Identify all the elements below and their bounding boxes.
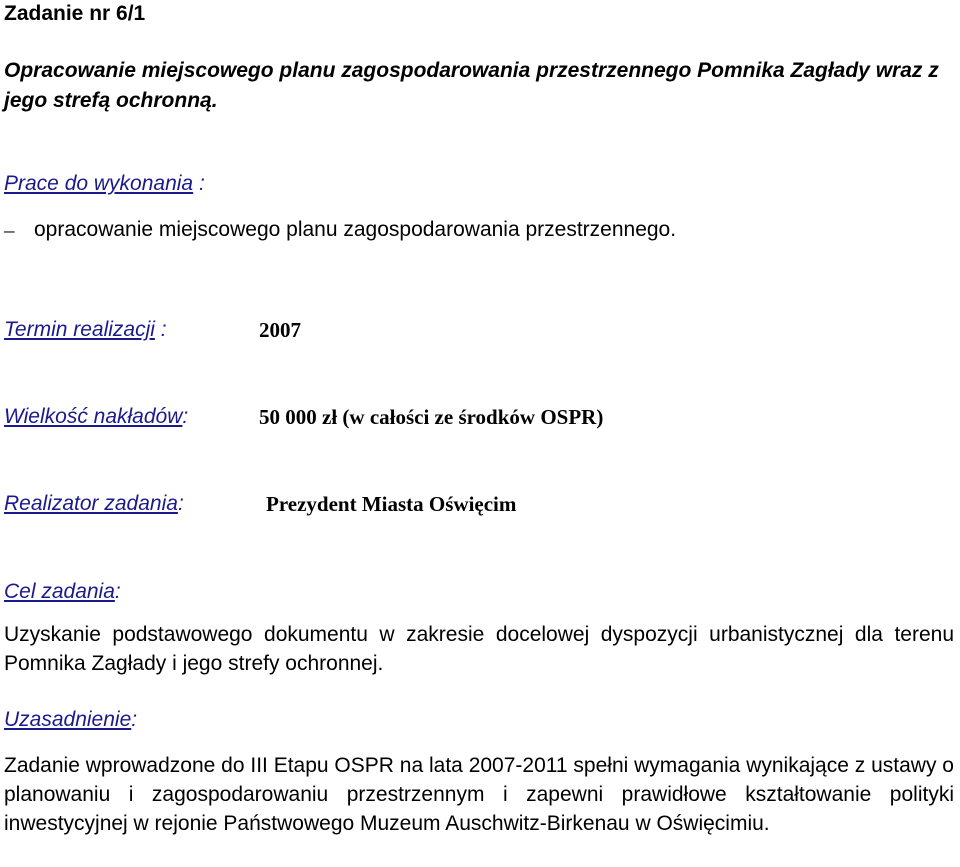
deadline-value: 2007: [259, 318, 301, 342]
justification-label: [4, 708, 137, 732]
deadline-label-colon: :: [154, 318, 167, 341]
goal-label-colon: :: [114, 580, 121, 603]
justification-label-colon: :: [131, 708, 138, 731]
justification-text: Zadanie wprowadzone do III Etapu OSPR na lata 2007-2011 spełni wymagania wynikające z ustawy o planowaniu i zagospodarowaniu przestrzennym i zapewni prawidłowe kształtowanie polityki inwestycyjnej w rejonie Państwowego Muzeum Auschwitz-Birkenau w Oświęcimiu.: [4, 754, 954, 835]
justification-label-text: Uzasadnienie: [4, 708, 132, 731]
work-label-text: Prace do wykonania: [4, 172, 194, 195]
deadline-label-text: Termin realizacji: [4, 318, 155, 341]
deadline-label: [4, 318, 167, 342]
work-item: opracowanie miejscowego planu zagospodarowania przestrzennego.: [34, 218, 677, 241]
executor-label: [4, 492, 184, 516]
work-label: [4, 172, 205, 196]
work-label-colon: :: [193, 172, 205, 195]
executor-label-colon: :: [177, 492, 184, 515]
budget-label-text: Wielkość nakładów: [4, 405, 183, 428]
budget-value: 50 000 zł (w całości ze środków OSPR): [259, 405, 604, 429]
budget-label: [4, 405, 188, 429]
budget-label-colon: :: [182, 405, 189, 428]
task-subject: Opracowanie miejscowego planu zagospodarowania przestrzennego Pomnika Zagłady wraz z jego strefą ochronną.: [4, 59, 939, 112]
goal-label: [4, 580, 121, 604]
work-dash: –: [4, 218, 15, 242]
executor-value: Prezydent Miasta Oświęcim: [266, 492, 517, 516]
goal-label-text: Cel zadania: [4, 580, 115, 603]
task-title: Zadanie nr 6/1: [4, 2, 146, 25]
goal-text: Uzyskanie podstawowego dokumentu w zakresie docelowej dyspozycji urbanistycznej dla terenu Pomnika Zagłady i jego strefy ochronnej.: [4, 623, 954, 675]
executor-label-text: Realizator zadania: [4, 492, 178, 515]
